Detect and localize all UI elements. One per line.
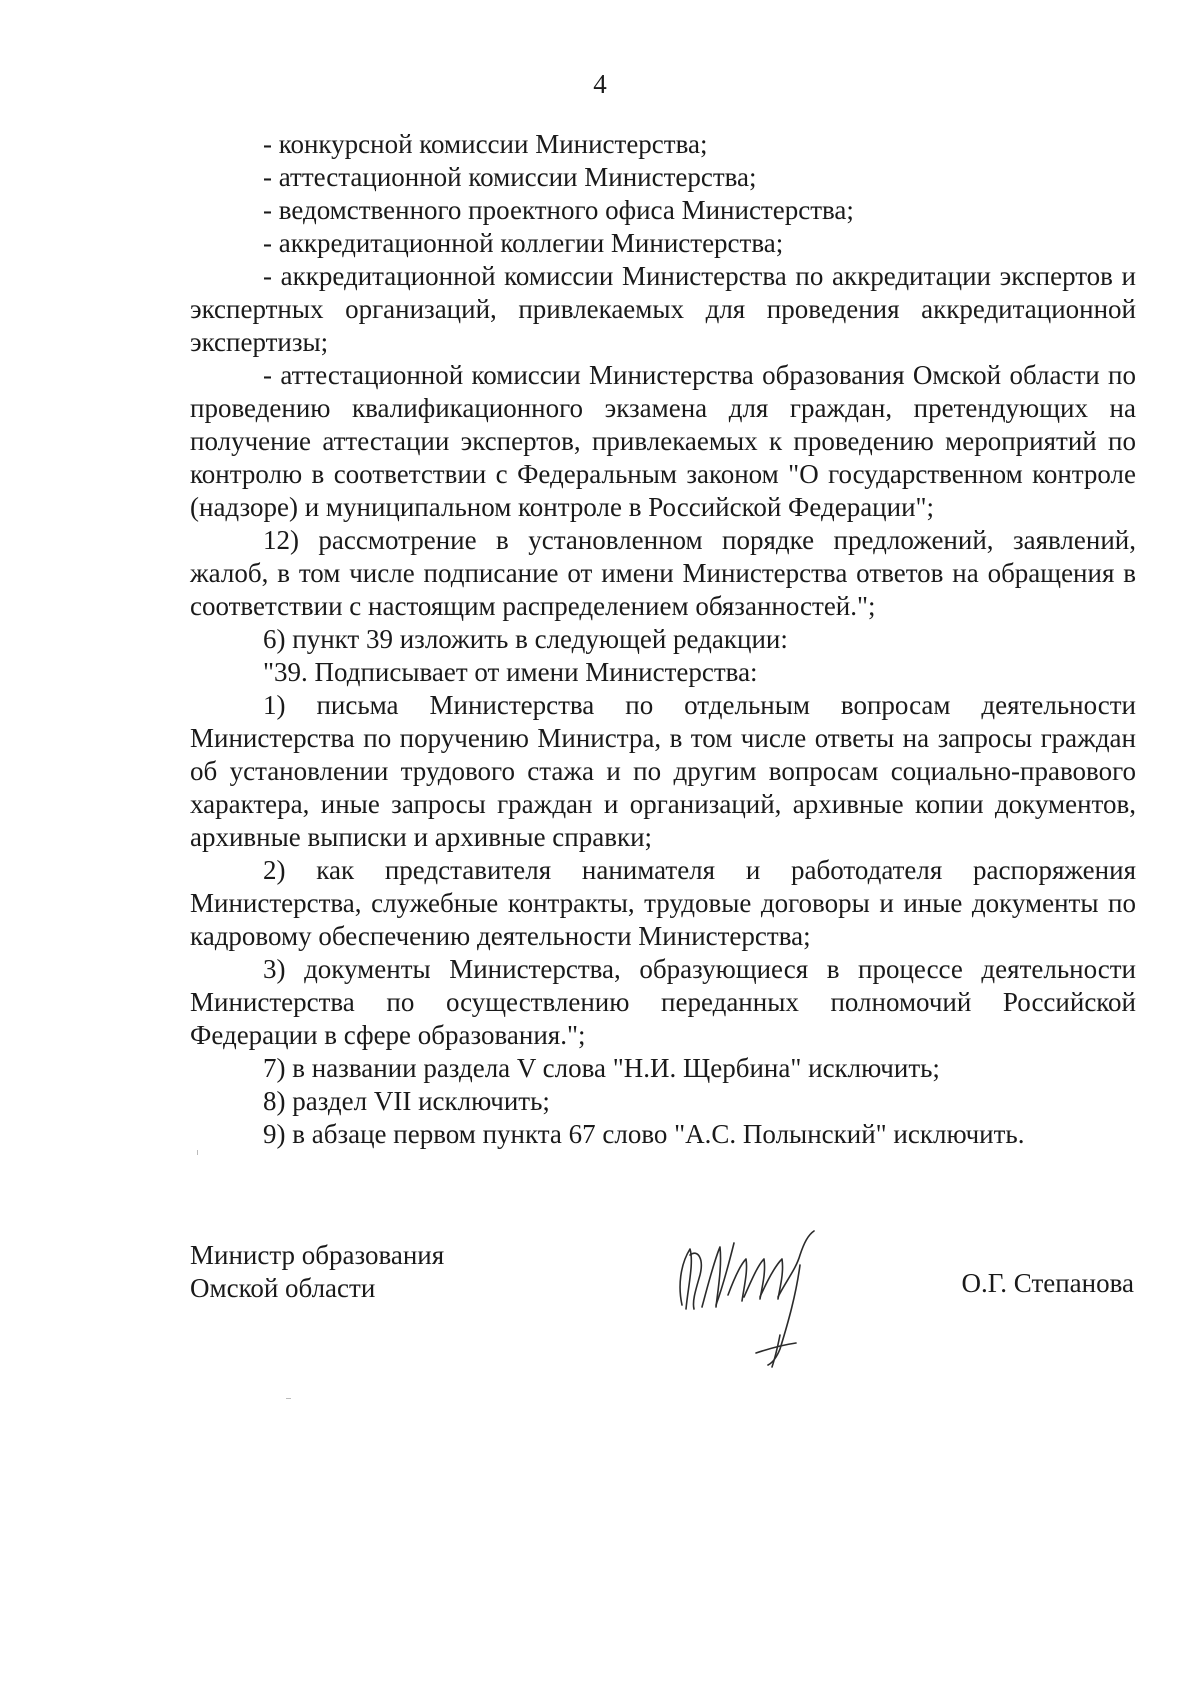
paragraph-item-39-heading: "39. Подписывает от имени Министерства: (263, 657, 758, 687)
handwritten-signature (668, 1225, 858, 1370)
paragraph-competition-commission: - конкурсной комиссии Министерства; (263, 129, 708, 159)
scan-speck (286, 1398, 291, 1399)
signatory-title (190, 1239, 444, 1305)
document-body (190, 128, 1136, 1151)
paragraph-item-12: 12) рассмотрение в установленном порядке предложений, заявлений, жалоб, в том числе подписание от имени Министерства ответов на обращения в соответствии с настоящим распределением обязанностей."; (190, 525, 1136, 621)
paragraph-qualification-exam-commission: - аттестационной комиссии Министерства образования Омской области по проведению квалификационного экзамена для граждан, претендующих на получение аттестации экспертов, привлекаемых к проведению мероприятий по контролю в соответствии с Федеральным законом "О государственном контроле (надзоре) и муниципальном контроле в Российской Федерации"; (190, 360, 1136, 522)
scan-speck (197, 1150, 198, 1155)
paragraph-item-6: 6) пункт 39 изложить в следующей редакции: (263, 624, 788, 654)
signatory-title-line-1: Министр образования (190, 1240, 445, 1270)
page-number: 4 (593, 69, 607, 99)
paragraph-item-39-3: 3) документы Министерства, образующиеся в процессе деятельности Министерства по осуществлению переданных полномочий Российской Федерации в сфере образования."; (190, 954, 1136, 1050)
paragraph-accreditation-board: - аккредитационной коллегии Министерства; (263, 228, 784, 258)
signatory-title-line-2: Омской области (190, 1273, 376, 1303)
paragraph-project-office: - ведомственного проектного офиса Министерства; (263, 195, 854, 225)
paragraph-item-9: 9) в абзаце первом пункта 67 слово "А.С. Полынский" исключить. (263, 1119, 1025, 1149)
paragraph-accreditation-commission: - аккредитационной комиссии Министерства по аккредитации экспертов и экспертных организаций, привлекаемых для проведения аккредитационной экспертизы; (190, 261, 1136, 357)
paragraph-item-7: 7) в названии раздела V слова "Н.И. Щербина" исключить; (263, 1053, 940, 1083)
paragraph-item-39-1: 1) письма Министерства по отдельным вопросам деятельности Министерства по поручению Министра, в том числе ответы на запросы граждан об установлении трудового стажа и по другим вопросам социально-правового характера, иные запросы граждан и организаций, архивные копии документов, архивные выписки и архивные справки; (190, 690, 1136, 852)
signatory-name: О.Г. Степанова (961, 1268, 1134, 1298)
paragraph-attestation-commission: - аттестационной комиссии Министерства; (263, 162, 757, 192)
paragraph-item-39-2: 2) как представителя нанимателя и работодателя распоряжения Министерства, служебные контракты, трудовые договоры и иные документы по кадровому обеспечению деятельности Министерства; (190, 855, 1136, 951)
paragraph-item-8: 8) раздел VII исключить; (263, 1086, 550, 1116)
